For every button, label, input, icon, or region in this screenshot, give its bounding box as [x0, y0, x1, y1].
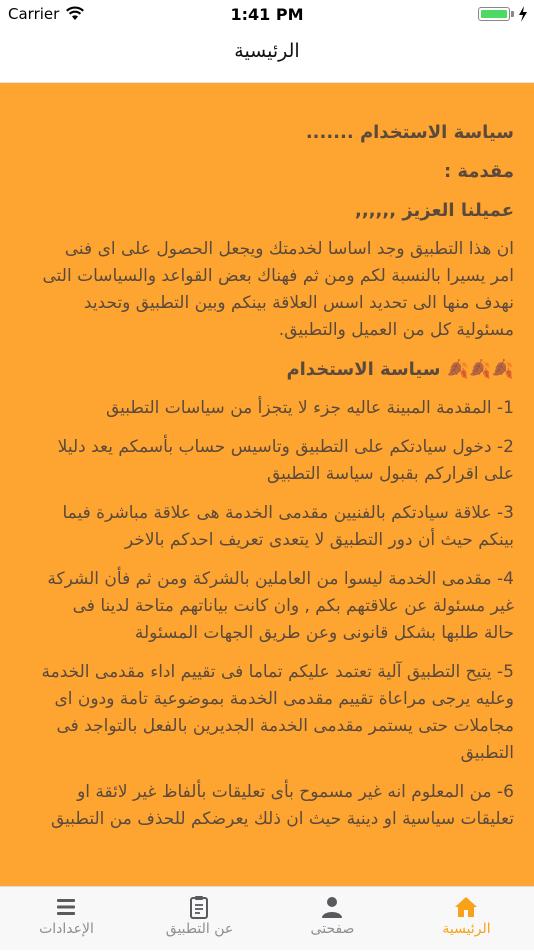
greeting: عميلنا العزيز ,,,,,, [355, 200, 514, 221]
navigation-bar [0, 30, 534, 83]
tab-about-app-label: عن التطبيق [165, 921, 234, 937]
policy-item-5: 5- يتيح التطبيق آلية تعتمد عليكم تماما فى تقييم اداء مقدمى الخدمة وعليه يرجى مراعاة تقييم مقدمى الخدمة بموضوعية تامة ودون اى مجاملات حتى يستمر مقدمى الخدمة الجديرين بالفعل بالتواجد فى التطبيق [41, 662, 514, 763]
clock-label: 1:41 PM [230, 5, 304, 24]
battery-icon [478, 7, 510, 21]
tab-about-app[interactable] [133, 887, 266, 951]
tab-my-page[interactable] [266, 887, 399, 951]
charging-icon [518, 6, 528, 22]
menu-icon [54, 895, 78, 919]
policy-item-4: 4- مقدمى الخدمة ليسوا من العاملين بالشركة ومن ثم فأن الشركة غير مسئولة عن علاقتهم بكم , وان كانت بياناتهم متاحة لدينا فى حالة طلبها بشكل قانونى وعن طريق الجهات المسئولة [47, 569, 514, 643]
policy-item-2: 2- دخول سيادتكم على التطبيق وتاسيس حساب بأسمكم يعد دليلا على اقراركم بقبول سياسة التطبيق [57, 437, 514, 484]
policy-title: سياسة الاستخدام ....... [305, 122, 514, 143]
tab-home-label: الرئيسية [442, 921, 491, 937]
home-icon [454, 895, 478, 919]
status-bar [0, 0, 534, 30]
tab-bar [0, 886, 534, 950]
carrier-label: Carrier [8, 5, 60, 23]
policy-item-1: 1- المقدمة المبينة عاليه جزء لا يتجزأ من سياسات التطبيق [105, 398, 514, 418]
clipboard-icon [187, 895, 211, 919]
intro-heading: مقدمة : [443, 161, 514, 182]
policy-content[interactable] [0, 83, 534, 886]
battery-cap [511, 11, 514, 17]
person-icon [320, 895, 344, 919]
tab-settings[interactable] [0, 887, 133, 951]
tab-my-page-label: صفحتى [310, 921, 355, 937]
policy-item-3: 3- علاقة سيادتكم بالفنيين مقدمى الخدمة هى علاقة مباشرة فيما بينكم حيث أن دور التطبيق لا يتعدى تعريف احدكم بالاخر [62, 503, 514, 550]
policy-text [38, 119, 514, 845]
tab-settings-label: الإعدادات [39, 921, 94, 937]
policy-item-6: 6- من المعلوم انه غير مسموح بأى تعليقات بألفاظ غير لائقة او تعليقات سياسية او دينية حيث ان ذلك يعرضكم للحذف من التطبيق [50, 782, 514, 829]
usage-policy-heading: 🍂🍂🍂 سياسة الاستخدام [286, 359, 514, 380]
page-title: الرئيسية [234, 40, 300, 62]
tab-home[interactable] [400, 887, 533, 951]
intro-paragraph: ان هذا التطبيق وجد اساسا لخدمتك ويجعل الحصول على اى فنى امر يسيرا بالنسبة لكم ومن ثم فهناك بعض القواعد والسياسات التى نهدف منها الى تحديد اسس العلاقة بينكم وبين التطبيق وتحديد مسئولية كل من العميل والتطبيق. [42, 239, 514, 340]
